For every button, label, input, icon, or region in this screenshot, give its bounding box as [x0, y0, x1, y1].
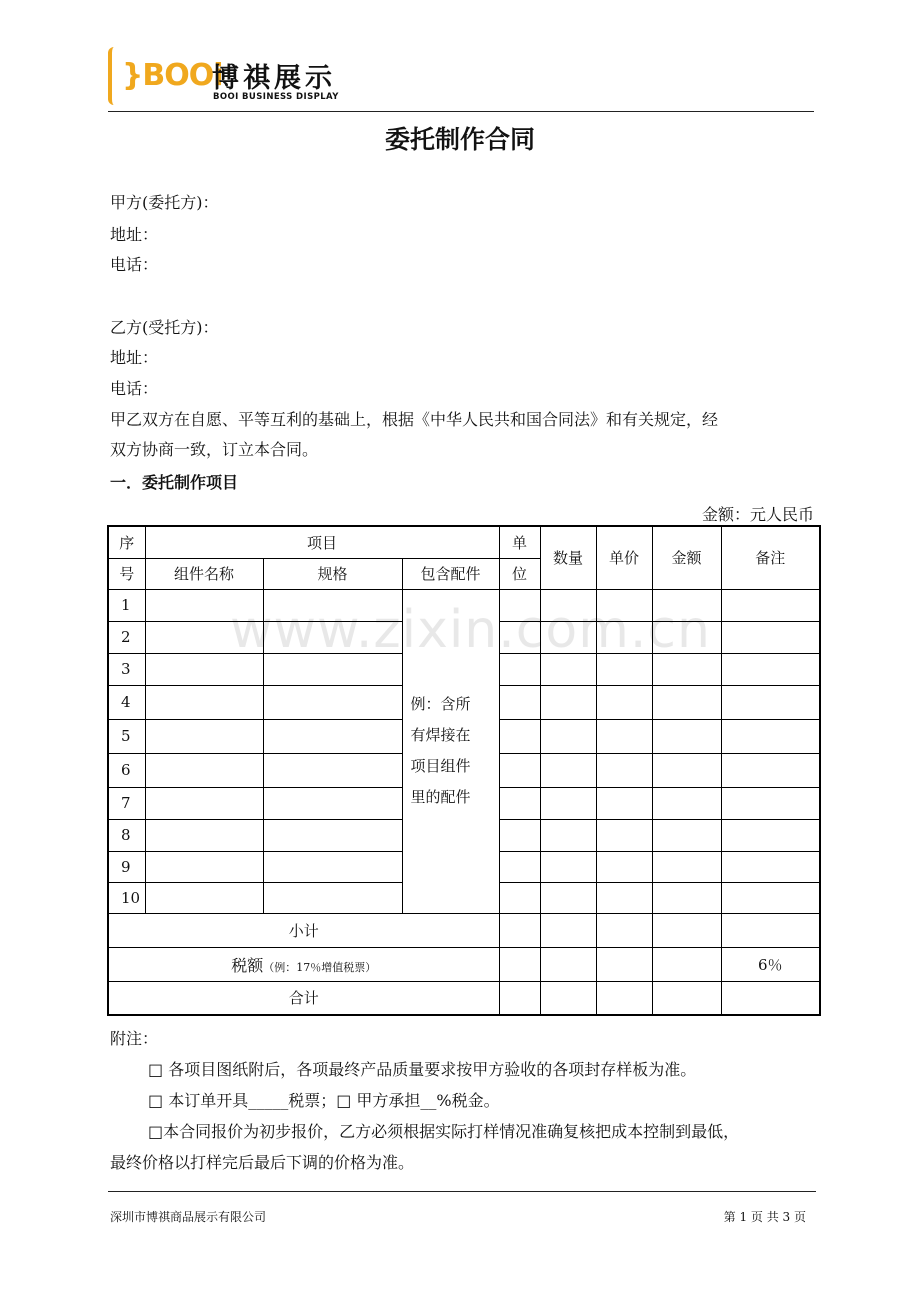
- header-remark: 备注: [721, 526, 820, 589]
- logo-mark: }BOOi: [122, 58, 223, 93]
- row-number: 3: [108, 653, 145, 685]
- party-b-label: 乙方(受托方)：: [110, 318, 219, 337]
- party-b-phone: 电话：: [110, 379, 159, 398]
- header-rule: [108, 111, 814, 112]
- row-number: 8: [108, 819, 145, 851]
- header-price: 单价: [596, 526, 652, 589]
- footer-company: 深圳市博祺商品展示有限公司: [110, 1210, 267, 1224]
- party-a-address: 地址：: [110, 225, 159, 244]
- header-qty: 数量: [540, 526, 596, 589]
- footer-page: 第 1 页 共 3 页: [723, 1210, 806, 1224]
- row-number: 7: [108, 787, 145, 819]
- header-spec: 规格: [263, 558, 402, 589]
- party-b-address: 地址：: [110, 348, 159, 367]
- party-a-label: 甲方(委托方)：: [110, 193, 219, 212]
- row-number: 5: [108, 719, 145, 753]
- header-unit-2: 位: [499, 558, 540, 589]
- tax-label-cell: [108, 947, 499, 981]
- document-title: 委托制作合同: [384, 125, 535, 154]
- intro-line-1: 甲乙双方在自愿、平等互利的基础上，根据《中华人民共和国合同法》和有关规定，经: [110, 410, 719, 429]
- row-number: 9: [108, 851, 145, 882]
- header-component: 组件名称: [145, 558, 263, 589]
- table-row: [108, 589, 820, 621]
- party-a-phone: 电话：: [110, 255, 159, 274]
- watermark: www.zixin.com.cn: [230, 600, 711, 660]
- header-unit-1: 单: [499, 526, 540, 558]
- row-number: 4: [108, 685, 145, 719]
- intro-line-2: 双方协商一致，订立本合同。: [110, 440, 319, 459]
- footer-rule: [108, 1191, 816, 1192]
- header-item: 项目: [145, 526, 499, 558]
- subtotal-row: [108, 913, 820, 947]
- header-seq-1: 序: [108, 526, 145, 558]
- amount-unit: 金额：元人民币: [701, 505, 814, 524]
- logo-name-en: BOOI BUSINESS DISPLAY: [213, 92, 339, 102]
- notes-label: 附注：: [110, 1029, 159, 1048]
- total-row: [108, 981, 820, 1015]
- total-label: 合计: [108, 981, 499, 1015]
- row-number: 2: [108, 621, 145, 653]
- logo-bracket-icon: [108, 47, 122, 105]
- row-number: 1: [108, 589, 145, 621]
- items-table: [107, 525, 821, 1016]
- tax-row: [108, 947, 820, 981]
- note-item-3-cont: 最终价格以打样完后最后下调的价格为准。: [110, 1153, 415, 1172]
- row-number: 6: [108, 753, 145, 787]
- section-heading: 一．委托制作项目: [110, 473, 239, 492]
- note-item-3: □本合同报价为初步报价，乙方必须根据实际打样情况准确复核把成本控制到最低，: [148, 1122, 740, 1141]
- logo-name-cn: 博祺展示: [212, 63, 336, 94]
- note-item-1: □ 各项目图纸附后，各项最终产品质量要求按甲方验收的各项封存样板为准。: [148, 1060, 697, 1079]
- tax-note: （例：17％增值税票）: [263, 960, 377, 974]
- tax-rate: 6％: [721, 947, 820, 981]
- tax-label: 税额: [231, 955, 264, 975]
- subtotal-label: 小计: [108, 913, 499, 947]
- header-seq-2: 号: [108, 558, 145, 589]
- row-number: 10: [108, 882, 145, 913]
- header-amount: 金额: [652, 526, 721, 589]
- note-item-2: □ 本订单开具_____税票；□ 甲方承担__%税金。: [148, 1091, 500, 1110]
- parts-note: 例：含所 有焊接在 项目组件 里的配件: [402, 589, 499, 913]
- header-parts: 包含配件: [402, 558, 499, 589]
